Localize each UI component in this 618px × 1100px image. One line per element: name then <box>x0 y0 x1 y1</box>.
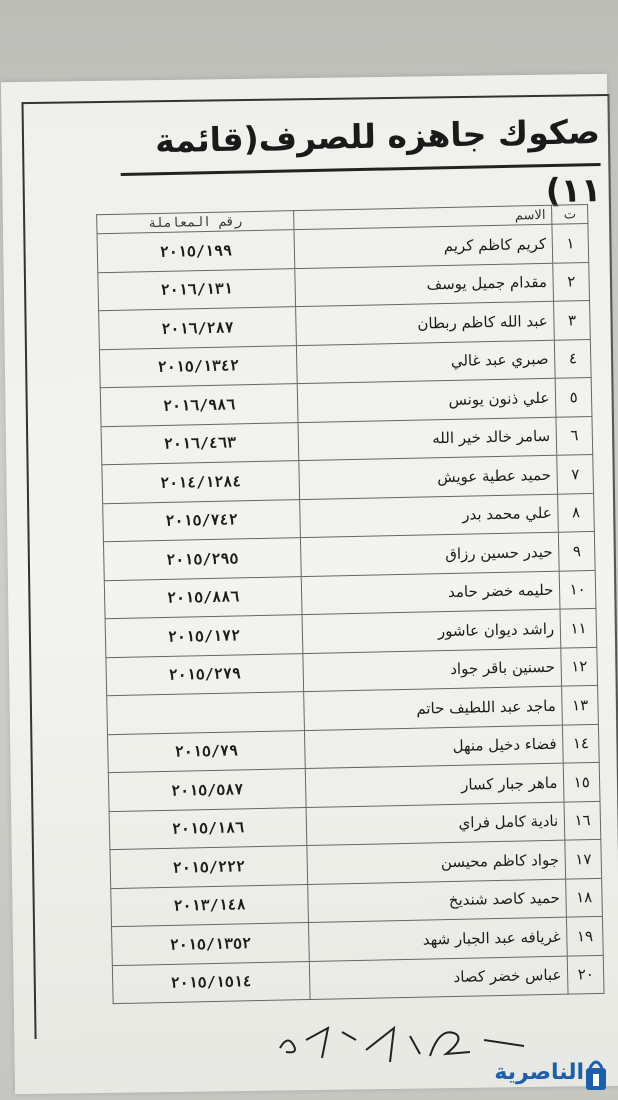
row-name: حيدر حسين رزاق <box>300 532 559 576</box>
watermark-text: الناصرية <box>494 1060 584 1085</box>
row-no: ٤ <box>555 339 592 378</box>
row-no: ١٢ <box>561 647 598 686</box>
row-name: راشد ديوان عاشور <box>302 609 561 653</box>
row-no: ٢ <box>553 262 590 301</box>
row-transaction-number: ٢٠١٤/١٢٨٤ <box>102 461 300 504</box>
row-no: ١٤ <box>563 724 600 763</box>
row-no: ٩ <box>559 531 596 570</box>
row-name: كريم كاظم كريم <box>294 224 553 268</box>
row-name: مقدام جميل يوسف <box>295 263 554 307</box>
row-name: حليمه خضر حامد <box>301 571 560 615</box>
header-no: ت <box>552 205 588 225</box>
row-transaction-number: ٢٠١٥/٨٨٦ <box>104 576 302 619</box>
header-transaction-number: رقم المعاملة <box>97 211 294 234</box>
row-transaction-number: ٢٠١٦/١٣١ <box>98 268 296 311</box>
watermark-logo <box>492 1056 612 1096</box>
row-name: صبري عبد غالي <box>296 340 555 384</box>
row-no: ١٥ <box>563 762 600 801</box>
row-transaction-number: ٢٠١٥/٧٩ <box>107 730 305 773</box>
row-no: ٢٠ <box>568 955 605 994</box>
row-no: ٣ <box>554 300 591 339</box>
payment-list-table <box>96 204 604 1004</box>
row-transaction-number: ٢٠١٥/١٨٦ <box>109 807 307 850</box>
row-name: جواد كاظم محيسن <box>307 840 566 884</box>
page-title: صكوك جاهزه للصرف(قائمة ١١) <box>119 103 600 176</box>
row-name: فضاء دخيل منهل <box>304 725 563 769</box>
row-transaction-number: ٢٠١٥/٧٤٢ <box>103 499 301 542</box>
row-name: علي محمد بدر <box>300 494 559 538</box>
row-no: ٥ <box>555 377 592 416</box>
row-no: ١٨ <box>566 878 603 917</box>
row-transaction-number: ٢٠١٦/٩٨٦ <box>100 384 298 427</box>
row-transaction-number: ٢٠١٥/٢٢٢ <box>110 846 308 889</box>
row-transaction-number: ٢٠١٥/١٩٩ <box>97 230 295 273</box>
row-name: غريافه عبد الجبار شهد <box>309 917 568 961</box>
row-no: ٨ <box>558 493 595 532</box>
row-transaction-number: ٢٠١٥/١٣٤٢ <box>99 345 297 388</box>
row-transaction-number: ٢٠١٥/١٥١٤ <box>112 961 310 1004</box>
row-name: حميد كاصد شنديخ <box>308 879 567 923</box>
row-name: حميد عطية عويش <box>299 455 558 499</box>
row-no: ١١ <box>560 608 597 647</box>
row-name: ماهر جبار كسار <box>305 763 564 807</box>
row-transaction-number <box>107 692 305 735</box>
row-name: سامر خالد خير الله <box>298 417 557 461</box>
row-no: ١٩ <box>567 916 604 955</box>
row-transaction-number: ٢٠١٣/١٤٨ <box>111 884 309 927</box>
row-name: ماجد عبد اللطيف حاتم <box>304 686 563 730</box>
row-transaction-number: ٢٠١٥/٢٧٩ <box>106 653 304 696</box>
row-transaction-number: ٢٠١٥/١٧٢ <box>105 615 303 658</box>
row-transaction-number: ٢٠١٦/٢٨٧ <box>99 307 297 350</box>
header-name: الاسم <box>294 205 553 229</box>
row-transaction-number: ٢٠١٥/١٣٥٢ <box>112 923 310 966</box>
row-transaction-number: ٢٠١٥/٥٨٧ <box>108 769 306 812</box>
row-name: عباس خضر كصاد <box>309 956 568 1000</box>
row-no: ١٦ <box>564 801 601 840</box>
logo-emblem-icon <box>582 1058 610 1092</box>
row-name: عبد الله كاظم ربطان <box>296 301 555 345</box>
row-no: ١٠ <box>559 570 596 609</box>
row-transaction-number: ٢٠١٦/٤٦٣ <box>101 422 299 465</box>
row-name: حسنين باقر جواد <box>303 648 562 692</box>
row-transaction-number: ٢٠١٥/٢٩٥ <box>103 538 301 581</box>
row-name: نادية كامل فراي <box>306 802 565 846</box>
row-no: ١٣ <box>562 685 599 724</box>
row-name: علي ذنون يونس <box>297 378 556 422</box>
row-no: ١ <box>552 224 589 263</box>
row-no: ٧ <box>557 454 594 493</box>
row-no: ١٧ <box>565 839 602 878</box>
row-no: ٦ <box>556 416 593 455</box>
